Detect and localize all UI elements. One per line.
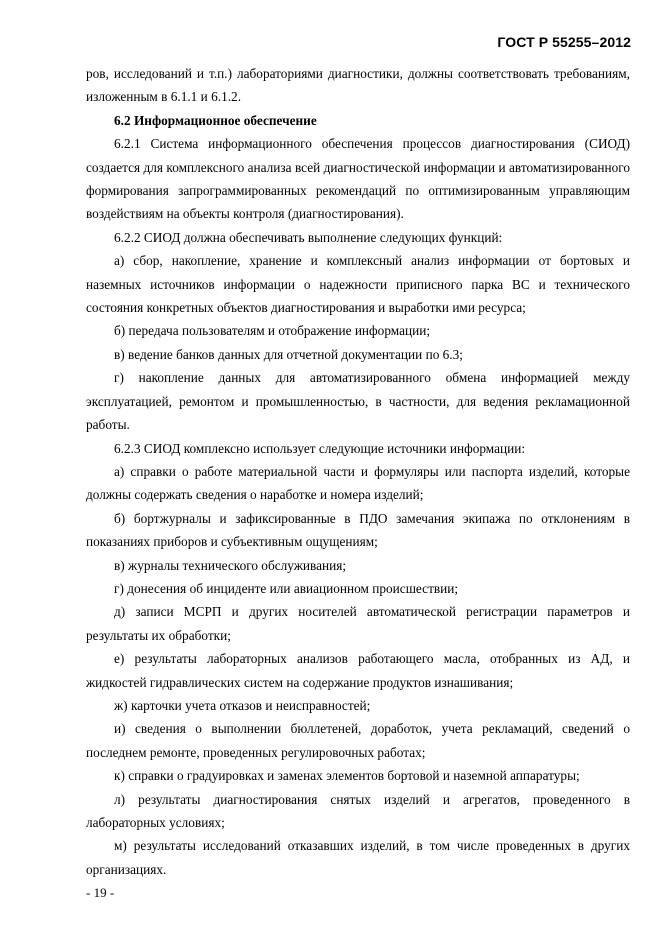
list-item-6-2-3-d: д) записи МСРП и других носителей автоматической регистрации параметров и результаты их обработки; <box>86 604 630 643</box>
paragraph-continuation: ров, исследований и т.п.) лабораториями диагностики, должны соответствовать требованиям, изложенным в 6.1.1 и 6.1.2. <box>86 66 630 105</box>
list-item-6-2-3-a: а) справки о работе материальной части и формуляры или паспорта изделий, которые должны содержать сведения о наработке и номера изделий; <box>86 463 630 503</box>
list-item-6-2-3-l: л) результаты диагностирования снятых изделий и агрегатов, проведенного в лабораторных условиях; <box>86 791 630 830</box>
list-item-6-2-3-v: в) журналы технического обслуживания; <box>114 557 347 573</box>
document-code-header: ГОСТ Р 55255–2012 <box>497 34 631 50</box>
list-item-6-2-3-b: б) бортжурналы и зафиксированные в ПДО замечания экипажа по отклонениям в показаниях приборов и субъективным ощущениям; <box>86 510 630 550</box>
list-item-6-2-2-b: б) передача пользователям и отображение информации; <box>114 323 431 339</box>
list-item-6-2-3-k: к) справки о градуировках и заменах элементов бортовой и наземной аппаратуры; <box>114 768 580 784</box>
list-item-6-2-2-a: а) сбор, накопление, хранение и комплексный анализ информации от бортовых и наземных источников информации о надежности приписного парка ВС и технического состояния конкретных объектов диагностирования и выработки ими ресурса; <box>86 253 630 316</box>
section-heading-6-2: 6.2 Информационное обеспечение <box>114 112 317 128</box>
document-body <box>86 62 630 881</box>
list-item-6-2-3-i: и) сведения о выполнении бюллетеней, доработок, учета рекламаций, сведений о последнем ремонте, проведенных регулировочных работах; <box>86 721 630 760</box>
list-item-6-2-2-g: г) накопление данных для автоматизированного обмена информацией между эксплуатацией, ремонтом и промышленностью, в частности, для ведения рекламационной работы. <box>86 370 630 433</box>
paragraph-6-2-1: 6.2.1 Система информационного обеспечения процессов диагностирования (СИОД) создается для комплексного анализа всей диагностической информации и автоматизированного формирования запрограммированных рекомендаций по оптимизированным управляющим воздействиям на объекты контроля (диагностирования). <box>86 136 630 222</box>
list-item-6-2-3-zh: ж) карточки учета отказов и неисправностей; <box>114 697 371 713</box>
list-item-6-2-3-g: г) донесения об инциденте или авиационном происшествии; <box>114 580 459 596</box>
list-item-6-2-2-v: в) ведение банков данных для отчетной документации по 6.3; <box>114 346 463 362</box>
paragraph-6-2-2: 6.2.2 СИОД должна обеспечивать выполнение следующих функций: <box>114 229 503 245</box>
list-item-6-2-3-m: м) результаты исследований отказавших изделий, в том числе проведенных в других организациях. <box>86 838 630 877</box>
list-item-6-2-3-e: е) результаты лабораторных анализов работающего масла, отобранных из АД, и жидкостей гидравлических систем на содержание продуктов изнашивания; <box>86 651 630 690</box>
paragraph-6-2-3: 6.2.3 СИОД комплексно использует следующие источники информации: <box>114 440 526 456</box>
page-number: - 19 - <box>86 885 115 900</box>
